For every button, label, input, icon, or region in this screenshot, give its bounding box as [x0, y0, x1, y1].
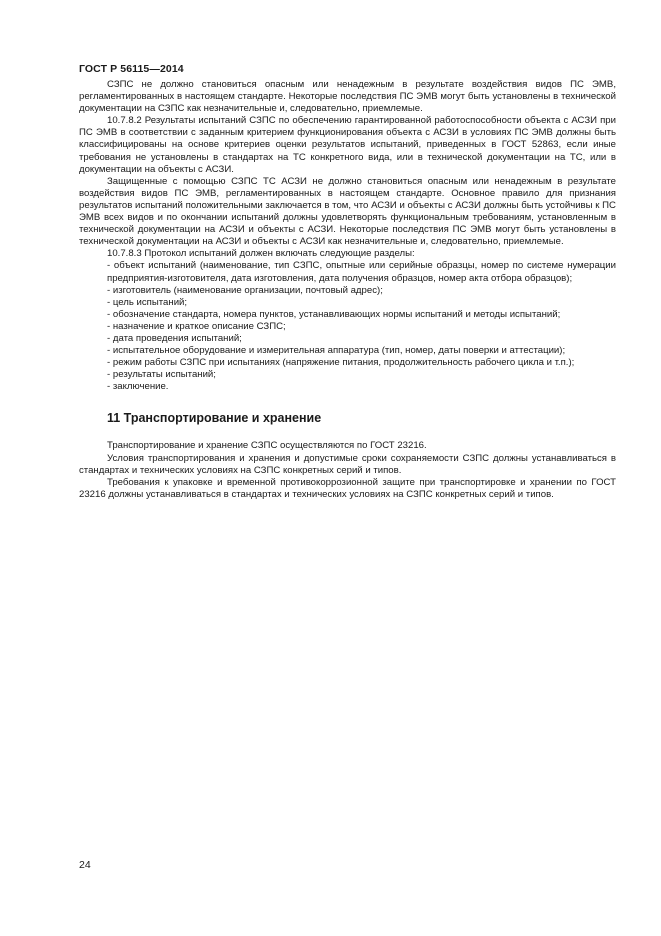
list-item: - заключение. — [107, 381, 169, 393]
paragraph: 10.7.8.3 Протокол испытаний должен включать следующие разделы: — [107, 248, 415, 260]
list-item: - цель испытаний; — [107, 296, 188, 308]
paragraph: Требования к упаковке и временной противокоррозионной защите при транспортировке и хранении по ГОСТ 23216 должны устанавливаться в стандартах и технических условиях на СЗПС конкретных серий и типов. — [79, 476, 616, 500]
list-item: - дата проведения испытаний; — [107, 332, 242, 344]
paragraph: Транспортирование и хранение СЗПС осуществляются по ГОСТ 23216. — [107, 440, 427, 452]
paragraph: Защищенные с помощью СЗПС ТС АСЗИ не должно становиться опасным или ненадежным в результате воздействия видов ПС ЭМВ, регламентированных в настоящем стандарте. Основное правило для признания результатов испытаний положительными заключается в том, что АСЗИ и объекты с АСЗИ должны быть устойчивы к ПС ЭМВ всех видов и по окончании испытаний должны удовлетворять функциональным требованиям, установленным в технической документации на АСЗИ и объекты с АСЗИ. Некоторые последствия ПС ЭМВ могут быть установлены в технической документации на АСЗИ и объекты с АСЗИ как незначительные и, следовательно, приемлемые. — [79, 175, 616, 248]
paragraph: 10.7.8.2 Результаты испытаний СЗПС по обеспечению гарантированной работоспособности объекта с АСЗИ при ПС ЭМВ в соответствии с заданным критерием функционирования объекта с АСЗИ в условиях ПС ЭМВ должны быть классифицированы на основе критериев оценки результатов испытаний, приведенных в ГОСТ 52863, если иные требования не установлены в стандартах на ТС конкретного вида, или в технической документации на ТС, или в документации на объекты с АСЗИ. — [79, 115, 616, 175]
paragraph: Условия транспортирования и хранения и допустимые сроки сохраняемости СЗПС должны устанавливаться в стандартах и технических условиях на СЗПС конкретных серий и типов. — [79, 452, 616, 476]
paragraph: СЗПС не должно становиться опасным или ненадежным в результате воздействия видов ПС ЭМВ, регламентированных в настоящем стандарте. Некоторые последствия ПС ЭМВ могут быть установлены в технической документации на СЗПС как незначительные и, следовательно, приемлемые. — [79, 79, 616, 115]
list-item: - результаты испытаний; — [107, 369, 216, 381]
document-header: ГОСТ Р 56115—2014 — [79, 63, 184, 75]
list-item: - обозначение стандарта, номера пунктов, устанавливающих нормы испытаний и методы испытаний; — [107, 308, 561, 320]
list-item: - режим работы СЗПС при испытаниях (напряжение питания, продолжительность рабочего цикла и т.п.); — [107, 357, 575, 369]
page-number: 24 — [79, 859, 91, 871]
document-body — [79, 79, 616, 501]
list-item: - назначение и краткое описание СЗПС; — [107, 320, 286, 332]
section-heading: 11 Транспортирование и хранение — [107, 411, 322, 426]
list-item: - объект испытаний (наименование, тип СЗПС, опытные или серийные образцы, номер по системе нумерации предприятия-изготовителя, дата изготовления, дата получения образцов, номер акта отбора образцов); — [107, 260, 616, 284]
list-item: - изготовитель (наименование организации, почтовый адрес); — [107, 284, 383, 296]
list-item: - испытательное оборудование и измерительная аппаратура (тип, номер, даты поверки и аттестации); — [107, 345, 566, 357]
